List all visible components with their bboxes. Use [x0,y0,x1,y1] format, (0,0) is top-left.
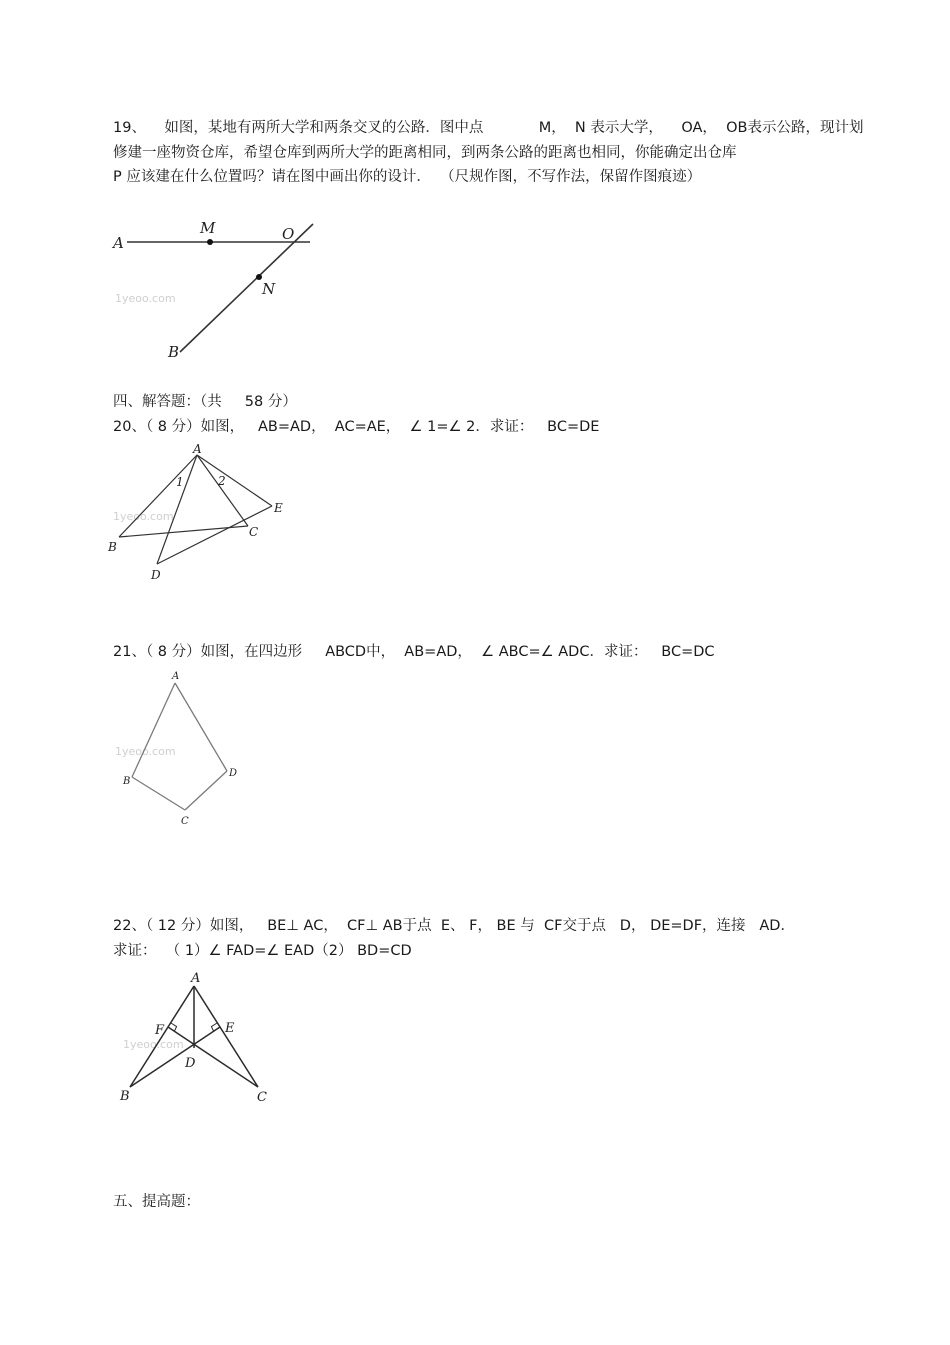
q22-text-line-2: 求证： （ 1）∠ FAD=∠ EAD（2） BD=CD [113,943,412,959]
angle-2-label: 2 [218,474,226,488]
segment-be [130,1027,220,1087]
section-4-title: 四、解答题：（共 58 分） [113,394,297,410]
label-e: E [274,501,283,515]
watermark: 1yeoo.com [115,745,176,758]
segment-cf [168,1027,258,1087]
q20-text: 20、（ 8 分）如图， AB=AD， AC=AE， ∠ 1=∠ 2．求证： BC=DE [113,419,600,435]
watermark: 1yeoo.com [123,1038,184,1051]
q22-figure [105,966,285,1106]
label-b: B [108,540,117,554]
q19-text-line-3: P 应该建在什么位置吗？请在图中画出你的设计． （尺规作图，不写作法，保留作图痕迹） [113,169,702,185]
q21-figure [110,668,250,833]
segment-da [175,683,227,771]
label-c: C [257,1090,267,1105]
segment-cd [185,771,227,810]
label-b: B [168,343,180,361]
label-f: F [155,1023,165,1038]
segment-bc [132,777,185,810]
q21-text: 21、（ 8 分）如图，在四边形 ABCD中， AB=AD， ∠ ABC=∠ ADC．求证： BC=DC [113,644,715,660]
watermark: 1yeoo.com [113,510,174,523]
label-d: D [151,568,161,582]
q20-figure [105,440,295,585]
point-m [207,239,213,245]
label-b: B [120,1089,130,1104]
q19-text-line-2: 修建一座物资仓库，希望仓库到两所大学的距离相同，到两条公路的距离也相同，你能确定出仓库 [113,145,737,161]
label-m: M [200,219,216,237]
label-a: A [113,234,124,252]
watermark: 1yeoo.com [115,292,176,305]
label-a: A [193,442,202,456]
label-a: A [172,671,180,682]
segment-ac [194,986,258,1087]
label-d: D [229,768,238,779]
label-n: N [262,280,276,298]
label-c: C [249,525,259,539]
segment-ab [132,683,175,777]
segment-ae [197,455,272,506]
label-b: B [123,776,131,787]
segment-ab [119,455,197,537]
q19-figure [105,210,335,370]
label-e: E [225,1021,235,1036]
q19-text-line-1: 19、 如图，某地有两所大学和两条交叉的公路．图中点 M， N 表示大学， OA， OB表示公路，现计划 [113,120,864,136]
label-d: D [185,1056,196,1071]
label-a: A [191,971,201,986]
label-c: C [181,816,189,827]
section-5-title: 五、提高题： [113,1194,200,1210]
angle-1-label: 1 [176,475,184,489]
segment-ac [197,455,248,526]
label-o: O [282,225,295,243]
q22-text-line-1: 22、（ 12 分）如图， BE⊥ AC， CF⊥ AB于点 E、 F， BE 与 CF交于点 D， DE=DF，连接 AD． [113,918,795,934]
road-ob [180,224,313,352]
